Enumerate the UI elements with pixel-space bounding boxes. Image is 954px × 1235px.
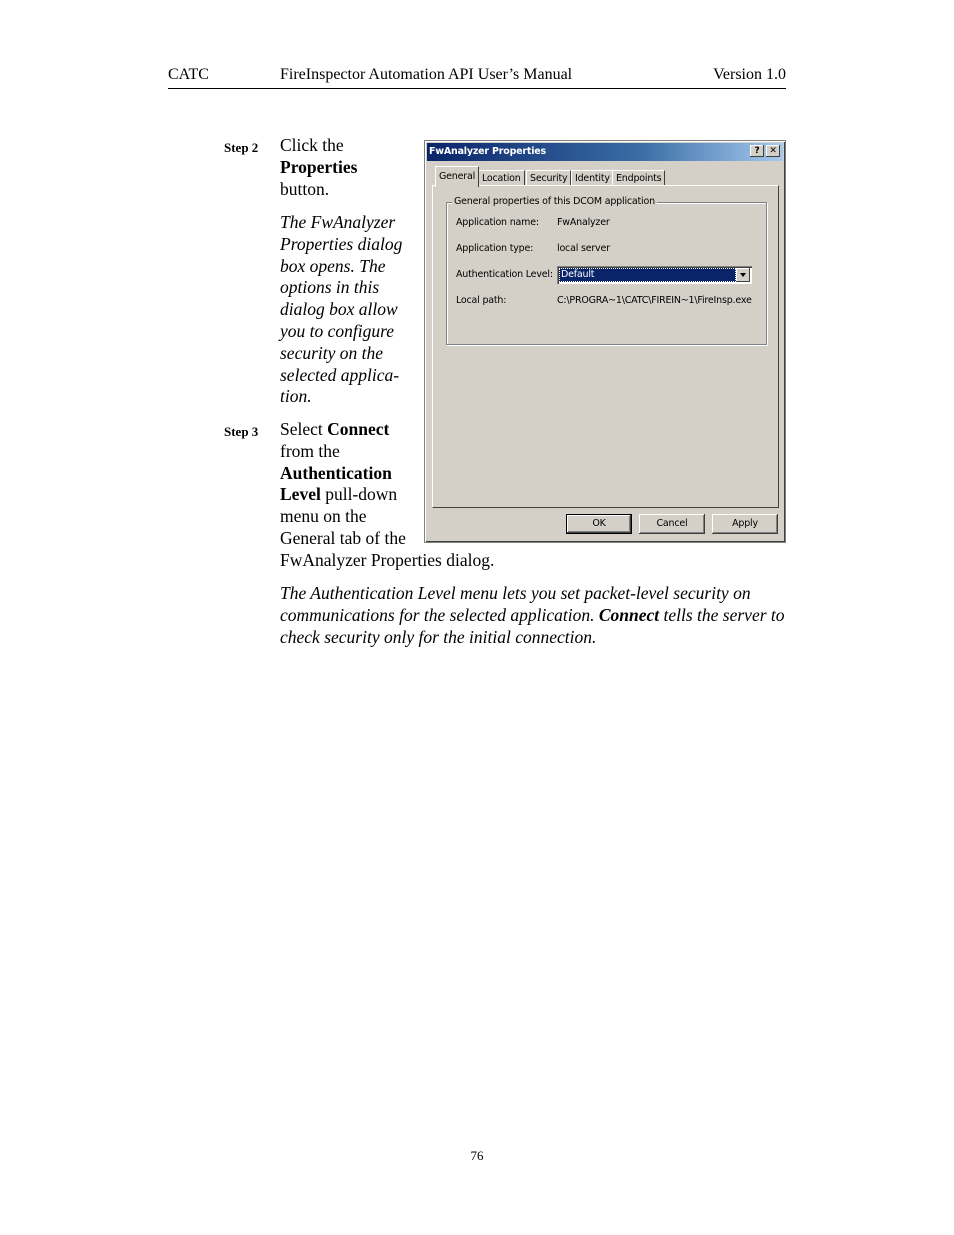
step-3-text-3: pull-down menu on the General tab of the: [280, 484, 406, 548]
note-text-2: tells the server to check security only for the initial connection.: [280, 604, 785, 647]
tab-endpoints[interactable]: Endpoints: [612, 170, 665, 185]
header-version: Version 1.0: [713, 66, 786, 83]
header-company: CATC: [168, 66, 209, 83]
general-tab-panel: [432, 185, 779, 508]
application-name-label: Application name:: [456, 217, 539, 228]
authentication-level-label: Authentication Level:: [456, 269, 553, 280]
application-type-label: Application type:: [456, 243, 534, 254]
cancel-button[interactable]: Cancel: [639, 514, 705, 534]
tab-location[interactable]: Location: [478, 170, 525, 185]
group-title: General properties of this DCOM application: [454, 196, 655, 207]
step-3-text-4: FwAnalyzer Properties dialog.: [280, 549, 495, 570]
note-text-1: The Authentication Level menu lets you set packet-level security on communications for the selected application.: [280, 583, 751, 625]
tab-security[interactable]: Security: [526, 170, 571, 185]
header-title: FireInspector Automation API User’s Manual: [280, 66, 573, 83]
general-properties-group: [446, 196, 767, 345]
step-2-text-post: button.: [280, 178, 330, 199]
step-2-text-pre: Click the: [280, 135, 344, 155]
local-path-value: C:\PROGRA~1\CATC\FIREIN~1\FireInsp.exe: [557, 295, 752, 306]
step-2-instruction: [280, 135, 420, 200]
step-3-instruction: [280, 419, 495, 572]
close-icon[interactable]: ✕: [766, 145, 780, 157]
step-2-properties-bold: Properties: [280, 156, 358, 177]
tab-identity[interactable]: Identity: [571, 170, 614, 185]
tab-general[interactable]: General: [435, 166, 479, 187]
dialog-title: FwAnalyzer Properties: [429, 146, 547, 157]
page-number: 76: [470, 1148, 484, 1163]
step-3-text-1: Select: [280, 419, 328, 439]
step-3-label: Step 3: [224, 424, 259, 439]
application-name-value: FwAnalyzer: [557, 217, 610, 228]
step-2-label: Step 2: [224, 140, 259, 155]
chevron-down-icon[interactable]: [736, 268, 750, 282]
step-3-connect-bold: Connect: [327, 419, 390, 439]
note-connect-bold: Connect: [598, 604, 660, 625]
dialog-titlebar[interactable]: [427, 143, 783, 161]
authentication-level-select[interactable]: [557, 266, 752, 284]
application-type-value: local server: [557, 243, 610, 254]
step-3-text-2: from the: [280, 440, 340, 461]
step-2-note: The FwAnalyzer Properties dialog box opens. The options in this dialog box allow you to configure security on the selected applica-tion.: [280, 212, 403, 407]
authentication-level-selected: Default: [559, 268, 736, 282]
running-header: [168, 66, 786, 89]
ok-button[interactable]: OK: [566, 514, 632, 534]
local-path-label: Local path:: [456, 295, 507, 306]
help-button[interactable]: ?: [750, 145, 764, 157]
apply-button[interactable]: Apply: [712, 514, 778, 534]
auth-level-note: [280, 583, 786, 648]
fwanalyzer-properties-dialog: [424, 140, 786, 543]
step-3-auth-bold: Authentication Level: [280, 462, 392, 505]
